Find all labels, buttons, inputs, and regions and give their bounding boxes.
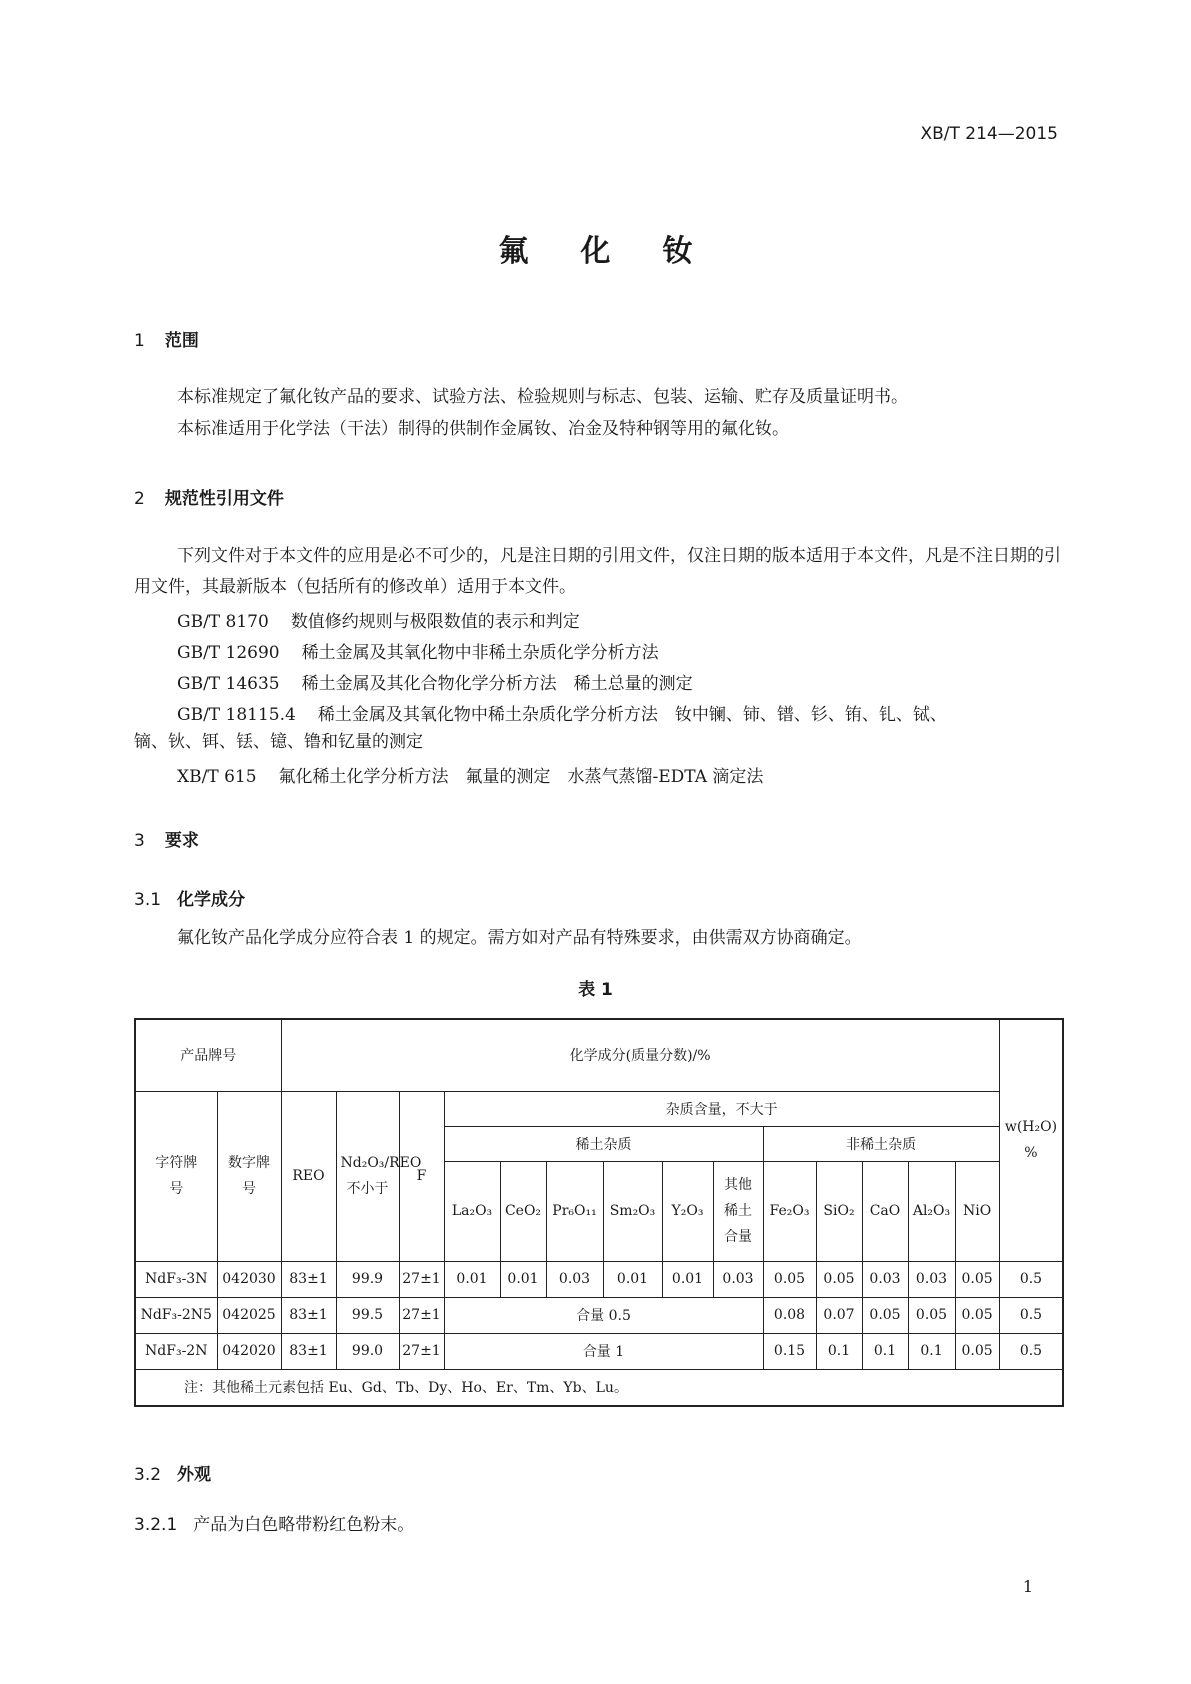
composition-paragraph: 氟化钕产品化学成分应符合表 1 的规定。需方如对产品有特殊要求，由供需双方协商确定。	[177, 928, 862, 948]
cell-cao: 0.03	[862, 1261, 908, 1297]
reference-item	[177, 762, 763, 787]
cell-f: 27±1	[399, 1261, 444, 1297]
section-number: 2	[134, 489, 145, 509]
cell-reo: 83±1	[281, 1333, 336, 1369]
cell-pr6o11: 0.03	[546, 1261, 603, 1297]
cell-re-sum: 合量 0.5	[444, 1297, 763, 1333]
section-2-heading	[134, 484, 284, 509]
cell-nd: 99.5	[336, 1297, 399, 1333]
section-number: 1	[134, 331, 145, 351]
cell-sio2: 0.1	[816, 1333, 862, 1369]
header-digit-grade: 数字牌号	[217, 1091, 281, 1261]
cell-f: 27±1	[399, 1297, 444, 1333]
reference-code: GB/T 8170	[177, 612, 269, 632]
cell-al2o3: 0.05	[908, 1297, 955, 1333]
section-1-heading	[134, 326, 199, 351]
cell-nio: 0.05	[955, 1297, 999, 1333]
scope-paragraph-1: 本标准规定了氟化钕产品的要求、试验方法、检验规则与标志、包装、运输、贮存及质量证明书。	[177, 387, 908, 407]
page-number: 1	[1022, 1577, 1033, 1596]
section-title: 要求	[164, 831, 199, 851]
cell-digit: 042025	[217, 1297, 281, 1333]
header-water	[999, 1019, 1063, 1261]
clause-text: 产品为白色略带粉红色粉末。	[193, 1515, 415, 1535]
col-ceo2: CeO₂	[500, 1161, 546, 1261]
cell-re-sum: 合量 1	[444, 1333, 763, 1369]
cell-fe2o3: 0.08	[763, 1297, 816, 1333]
clause-3-2-1	[134, 1510, 414, 1535]
col-other-re: 其他稀土合量	[713, 1161, 763, 1261]
col-cao: CaO	[862, 1161, 908, 1261]
section-number: 3	[134, 831, 145, 851]
table-caption: 表 1	[578, 980, 613, 1000]
section-title: 外观	[177, 1465, 212, 1485]
cell-nd: 99.9	[336, 1261, 399, 1297]
cell-cao: 0.1	[862, 1333, 908, 1369]
section-title: 范围	[164, 331, 199, 351]
col-al2o3: Al₂O₃	[908, 1161, 955, 1261]
composition-table	[134, 1018, 1064, 1407]
cell-symbol: NdF₃-2N5	[135, 1297, 217, 1333]
cell-nio: 0.05	[955, 1261, 999, 1297]
section-number: 3.1	[134, 890, 162, 910]
cell-h2o: 0.5	[999, 1333, 1063, 1369]
cell-fe2o3: 0.05	[763, 1261, 816, 1297]
section-3-1-heading	[134, 885, 245, 910]
reference-title: 稀土金属及其氧化物中非稀土杂质化学分析方法	[301, 643, 659, 663]
reference-item	[177, 607, 580, 632]
standard-code: XB/T 214—2015	[920, 124, 1058, 144]
header-nd-ratio: Nd₂O₃/REO不小于	[336, 1091, 399, 1261]
cell-other-re: 0.03	[713, 1261, 763, 1297]
table-row	[135, 1333, 1063, 1369]
cell-ceo2: 0.01	[500, 1261, 546, 1297]
scope-paragraph-2: 本标准适用于化学法（干法）制得的供制作金属钕、冶金及特种钢等用的氟化钕。	[177, 419, 789, 439]
cell-fe2o3: 0.15	[763, 1333, 816, 1369]
reference-title: 稀土金属及其化合物化学分析方法 稀土总量的测定	[301, 674, 693, 694]
col-sio2: SiO₂	[816, 1161, 862, 1261]
col-pr6o11: Pr₆O₁₁	[546, 1161, 603, 1261]
cell-symbol: NdF₃-2N	[135, 1333, 217, 1369]
section-number: 3.2	[134, 1465, 162, 1485]
table-note: 注：其他稀土元素包括 Eu、Gd、Tb、Dy、Ho、Er、Tm、Yb、Lu。	[135, 1369, 1063, 1406]
col-sm2o3: Sm₂O₃	[603, 1161, 662, 1261]
cell-al2o3: 0.03	[908, 1261, 955, 1297]
cell-h2o: 0.5	[999, 1297, 1063, 1333]
clause-number: 3.2.1	[134, 1515, 178, 1535]
header-reo: REO	[281, 1091, 336, 1261]
header-non-rare-earth-impurity: 非稀土杂质	[763, 1126, 999, 1161]
col-nio: NiO	[955, 1161, 999, 1261]
cell-al2o3: 0.1	[908, 1333, 955, 1369]
cell-reo: 83±1	[281, 1297, 336, 1333]
reference-code: GB/T 12690	[177, 643, 280, 663]
cell-digit: 042020	[217, 1333, 281, 1369]
document-title: 氟化钕	[498, 234, 745, 269]
col-la2o3: La₂O₃	[444, 1161, 500, 1261]
cell-y2o3: 0.01	[662, 1261, 713, 1297]
water-label: w(H₂O)	[1004, 1119, 1058, 1136]
cell-h2o: 0.5	[999, 1261, 1063, 1297]
section-title: 规范性引用文件	[164, 489, 284, 509]
col-y2o3: Y₂O₃	[662, 1161, 713, 1261]
header-chemical-composition: 化学成分(质量分数)/%	[281, 1019, 999, 1091]
col-fe2o3: Fe₂O₃	[763, 1161, 816, 1261]
reference-code: GB/T 14635	[177, 674, 280, 694]
header-f: F	[399, 1091, 444, 1261]
section-3-heading	[134, 826, 199, 851]
reference-title: 稀土金属及其氧化物中稀土杂质化学分析方法 钕中镧、铈、镨、钐、铕、钆、铽、	[317, 705, 947, 725]
water-unit: %	[1024, 1145, 1038, 1162]
header-product: 产品牌号	[135, 1019, 281, 1091]
cell-reo: 83±1	[281, 1261, 336, 1297]
cell-nio: 0.05	[955, 1333, 999, 1369]
reference-title: 数值修约规则与极限数值的表示和判定	[290, 612, 580, 632]
cell-sio2: 0.05	[816, 1261, 862, 1297]
table-row	[135, 1297, 1063, 1333]
header-impurity: 杂质含量，不大于	[444, 1091, 999, 1126]
section-title: 化学成分	[177, 890, 246, 910]
references-intro: 下列文件对于本文件的应用是必不可少的，凡是注日期的引用文件，仅注日期的版本适用于本文件，凡是不注日期的引用文件，其最新版本（包括所有的修改单）适用于本文件。	[134, 546, 1061, 597]
cell-cao: 0.05	[862, 1297, 908, 1333]
reference-title: 氟化稀土化学分析方法 氟量的测定 水蒸气蒸馏-EDTA 滴定法	[278, 767, 764, 787]
cell-la2o3: 0.01	[444, 1261, 500, 1297]
reference-item	[177, 700, 947, 725]
reference-code: XB/T 615	[177, 767, 257, 787]
cell-sio2: 0.07	[816, 1297, 862, 1333]
cell-digit: 042030	[217, 1261, 281, 1297]
reference-item	[177, 638, 659, 663]
cell-f: 27±1	[399, 1333, 444, 1369]
cell-nd: 99.0	[336, 1333, 399, 1369]
cell-symbol: NdF₃-3N	[135, 1261, 217, 1297]
header-symbol-grade: 字符牌号	[135, 1091, 217, 1261]
header-rare-earth-impurity: 稀土杂质	[444, 1126, 763, 1161]
reference-continuation: 镝、钬、铒、铥、镱、镥和钇量的测定	[134, 732, 423, 752]
section-3-2-heading	[134, 1460, 211, 1485]
reference-code: GB/T 18115.4	[177, 705, 296, 725]
reference-item	[177, 669, 693, 694]
table-row	[135, 1261, 1063, 1297]
cell-sm2o3: 0.01	[603, 1261, 662, 1297]
